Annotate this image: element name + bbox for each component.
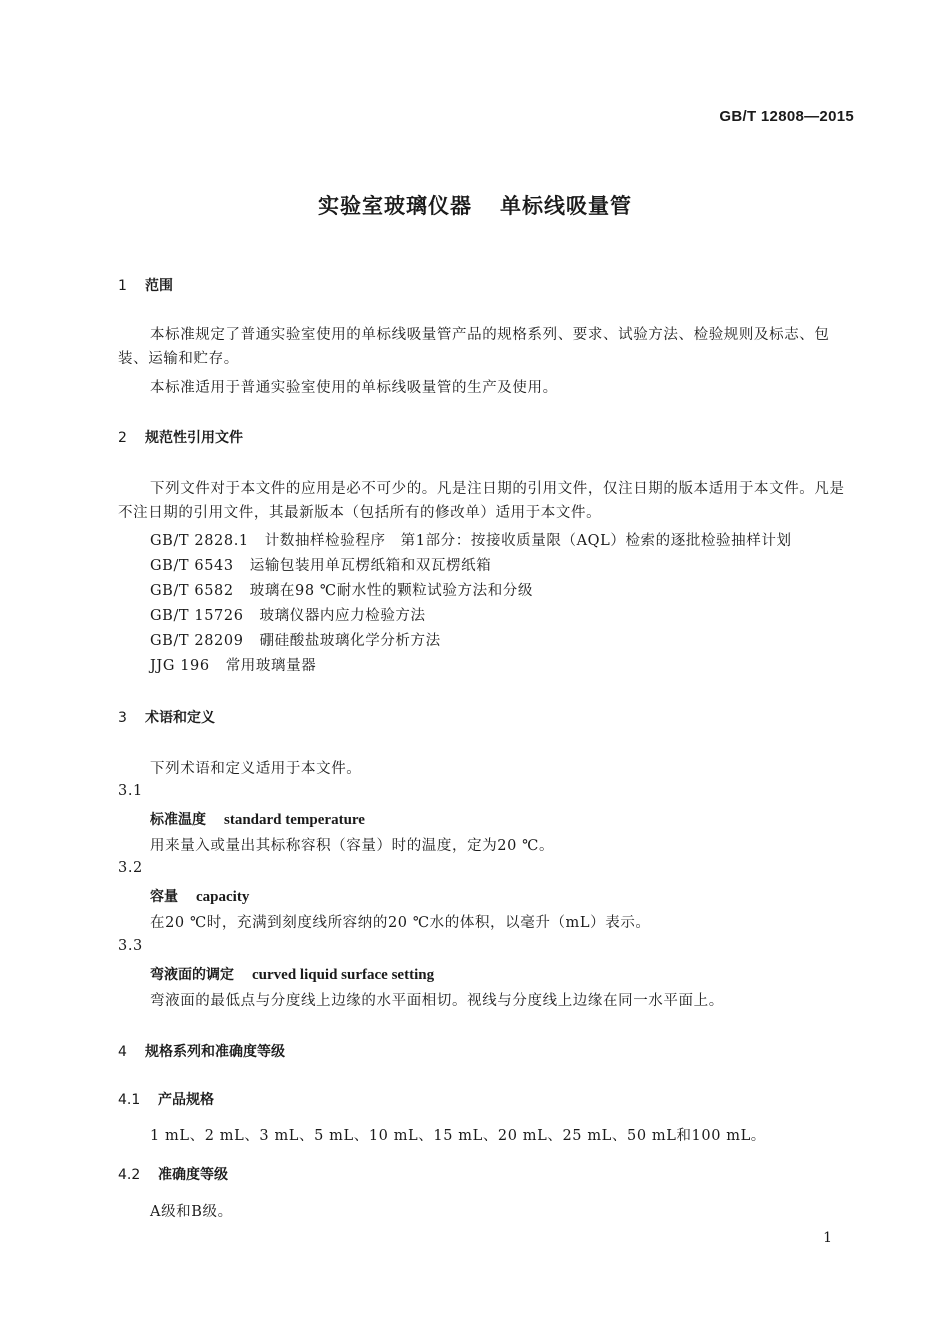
reference-title: 计数抽样检验程序 第1部分：按接收质量限（AQL）检索的逐批检验抽样计划 [264,533,792,549]
section-3-number: 3 [118,710,127,726]
section-3-heading [118,707,215,727]
reference-title: 硼硅酸盐玻璃化学分析方法 [259,633,441,649]
section-1-number: 1 [118,278,127,294]
section-3-title: 术语和定义 [145,710,215,726]
section-1-heading [118,275,173,295]
term-name [150,886,249,906]
section-4-1-title: 产品规格 [158,1092,214,1108]
term-name [150,809,365,829]
section-2-heading [118,427,243,447]
section-4-2-number: 4.2 [118,1167,141,1183]
reference-code: GB/T 15726 [150,608,244,624]
term-zh: 弯液面的调定 [150,967,234,983]
standard-number: GB/T 12808—2015 [719,108,854,125]
reference-title: 常用玻璃量器 [225,658,317,674]
reference-title: 玻璃仪器内应力检验方法 [259,608,426,624]
term-number: 3.3 [118,938,143,954]
section-2-title: 规范性引用文件 [145,430,243,446]
section-4-1-text: 1 mL、2 mL、3 mL、5 mL、10 mL、15 mL、20 mL、25 mL、50 mL和100 mL。 [150,1128,766,1144]
reference-code: JJG 196 [150,658,210,674]
term-name [150,964,434,984]
term-definition: 用来量入或量出其标称容积（容量）时的温度，定为20 ℃。 [150,838,555,854]
reference-item [150,604,426,625]
term-definition: 在20 ℃时，充满到刻度线所容纳的20 ℃水的体积，以毫升（mL）表示。 [150,915,651,931]
section-4-1-heading [118,1089,214,1109]
term-zh: 容量 [150,889,178,905]
reference-title: 运输包装用单瓦楞纸箱和双瓦楞纸箱 [249,558,492,574]
term-number: 3.1 [118,783,143,799]
reference-code: GB/T 6543 [150,558,234,574]
section-4-heading [118,1041,285,1061]
section-4-2-text: A级和B级。 [150,1204,233,1220]
reference-item [150,529,792,550]
term-en: curved liquid surface setting [252,967,435,983]
section-2-number: 2 [118,430,127,446]
section-4-2-title: 准确度等级 [158,1167,228,1183]
reference-item [150,554,491,575]
section-2-intro: 下列文件对于本文件的应用是必不可少的。凡是注日期的引用文件，仅注日期的版本适用于本文件。凡是不注日期的引用文件，其最新版本（包括所有的修改单）适用于本文件。 [118,481,845,521]
section-4-2-heading [118,1164,228,1184]
reference-item [150,629,441,650]
reference-code: GB/T 6582 [150,583,234,599]
document-title [0,190,950,220]
section-4-number: 4 [118,1044,127,1060]
reference-title: 玻璃在98 ℃耐水性的颗粒试验方法和分级 [249,583,533,599]
section-4-title: 规格系列和准确度等级 [145,1044,285,1060]
page-number: 1 [823,1230,832,1246]
section-4-1-number: 4.1 [118,1092,141,1108]
term-en: capacity [196,889,250,905]
section-3-intro: 下列术语和定义适用于本文件。 [150,761,362,777]
section-1-title: 范围 [145,278,173,294]
reference-item [150,579,533,600]
section-1-paragraph-2: 本标准适用于普通实验室使用的单标线吸量管的生产及使用。 [150,380,558,396]
title-part2: 单标线吸量管 [500,194,632,218]
section-1-paragraph-1: 本标准规定了普通实验室使用的单标线吸量管产品的规格系列、要求、试验方法、检验规则及标志、包装、运输和贮存。 [118,327,830,367]
term-zh: 标准温度 [150,812,206,828]
term-number: 3.2 [118,860,143,876]
term-en: standard temperature [224,812,365,828]
title-part1: 实验室玻璃仪器 [318,194,472,218]
reference-item [150,654,316,675]
reference-code: GB/T 2828.1 [150,533,249,549]
term-definition: 弯液面的最低点与分度线上边缘的水平面相切。视线与分度线上边缘在同一水平面上。 [150,993,724,1009]
reference-code: GB/T 28209 [150,633,244,649]
